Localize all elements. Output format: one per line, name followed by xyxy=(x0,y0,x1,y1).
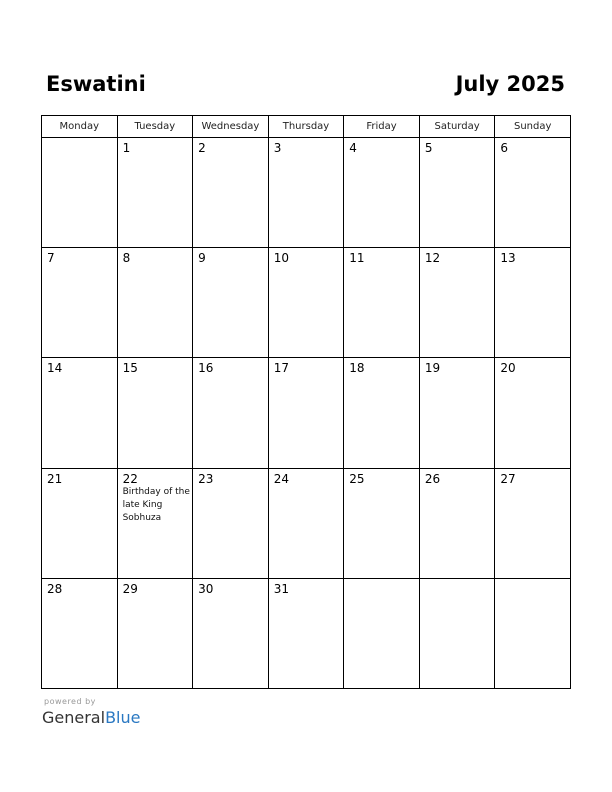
day-cell xyxy=(419,578,495,688)
day-number: 19 xyxy=(424,361,441,376)
country-title: Eswatini xyxy=(46,72,146,96)
day-cell xyxy=(193,578,269,688)
day-number xyxy=(42,138,117,141)
day-number: 30 xyxy=(198,581,214,596)
day-number xyxy=(495,579,570,582)
day-number: 24 xyxy=(273,471,289,486)
day-cell xyxy=(419,358,495,468)
day-cell xyxy=(268,138,344,248)
day-number: 18 xyxy=(349,361,365,376)
day-cell xyxy=(495,138,571,248)
day-cell xyxy=(193,468,269,578)
weekday-sunday: Sunday xyxy=(495,116,571,138)
day-cell xyxy=(268,358,344,468)
month-year-title: July 2025 xyxy=(455,72,565,96)
day-cell xyxy=(419,248,495,358)
day-cell xyxy=(268,578,344,688)
day-cell xyxy=(42,358,118,468)
day-cell xyxy=(495,578,571,688)
day-number: 21 xyxy=(47,471,63,486)
day-cell xyxy=(268,468,344,578)
day-number: 25 xyxy=(349,471,365,486)
weekday-friday: Friday xyxy=(344,116,420,138)
day-number: 6 xyxy=(500,141,509,155)
day-cell xyxy=(117,468,193,578)
week-row xyxy=(42,138,571,248)
week-row xyxy=(42,358,571,468)
day-number: 17 xyxy=(273,361,289,376)
week-row xyxy=(42,468,571,578)
calendar-grid xyxy=(41,115,571,689)
day-cell xyxy=(419,468,495,578)
day-cell xyxy=(268,248,344,358)
weekday-wednesday: Wednesday xyxy=(193,116,269,138)
day-cell xyxy=(344,358,420,468)
week-row xyxy=(42,248,571,358)
weekday-saturday: Saturday xyxy=(419,116,495,138)
day-number: 13 xyxy=(500,251,516,266)
day-cell xyxy=(419,138,495,248)
day-number: 10 xyxy=(273,251,289,266)
day-number: 11 xyxy=(349,251,365,266)
weekday-header-row xyxy=(42,116,571,138)
day-cell xyxy=(495,248,571,358)
week-row xyxy=(42,578,571,688)
day-cell xyxy=(193,138,269,248)
day-number: 29 xyxy=(122,581,138,596)
day-cell xyxy=(117,248,193,358)
day-cell xyxy=(42,248,118,358)
day-cell xyxy=(193,358,269,468)
day-number: 14 xyxy=(47,361,63,376)
day-cell xyxy=(117,358,193,468)
day-cell xyxy=(495,358,571,468)
holiday-label: Birthday of the late King Sobhuza xyxy=(122,486,190,523)
day-cell xyxy=(117,578,193,688)
day-cell xyxy=(495,468,571,578)
day-number: 4 xyxy=(349,141,357,155)
day-number: 20 xyxy=(500,361,516,376)
weekday-monday: Monday xyxy=(42,116,118,138)
day-cell xyxy=(42,468,118,578)
day-number xyxy=(344,579,419,582)
day-cell xyxy=(117,138,193,248)
day-number: 1 xyxy=(122,141,131,155)
day-number: 3 xyxy=(273,141,282,155)
powered-by-label: powered by xyxy=(44,697,96,706)
day-number: 28 xyxy=(47,581,63,596)
day-number: 31 xyxy=(273,581,289,596)
generalblue-logo[interactable] xyxy=(42,708,140,728)
day-number: 15 xyxy=(122,361,138,376)
day-cell xyxy=(344,578,420,688)
day-cell xyxy=(344,248,420,358)
day-cell xyxy=(344,468,420,578)
day-number: 7 xyxy=(47,251,55,266)
day-cell xyxy=(42,138,118,248)
weekday-tuesday: Tuesday xyxy=(117,116,193,138)
day-number: 26 xyxy=(424,471,441,486)
day-number: 9 xyxy=(198,251,206,266)
brand-blue-text: Blue xyxy=(105,708,141,727)
day-number: 2 xyxy=(198,141,206,155)
weekday-thursday: Thursday xyxy=(268,116,344,138)
day-number xyxy=(420,579,495,582)
day-number: 16 xyxy=(198,361,214,376)
day-cell xyxy=(42,578,118,688)
day-number: 12 xyxy=(424,251,441,266)
day-cell xyxy=(193,248,269,358)
day-number: 23 xyxy=(198,471,214,486)
day-cell xyxy=(344,138,420,248)
day-number: 22 xyxy=(122,471,138,486)
day-number: 5 xyxy=(424,141,433,155)
day-number: 8 xyxy=(122,251,131,266)
day-number: 27 xyxy=(500,471,516,486)
brand-general-text: General xyxy=(42,708,106,727)
